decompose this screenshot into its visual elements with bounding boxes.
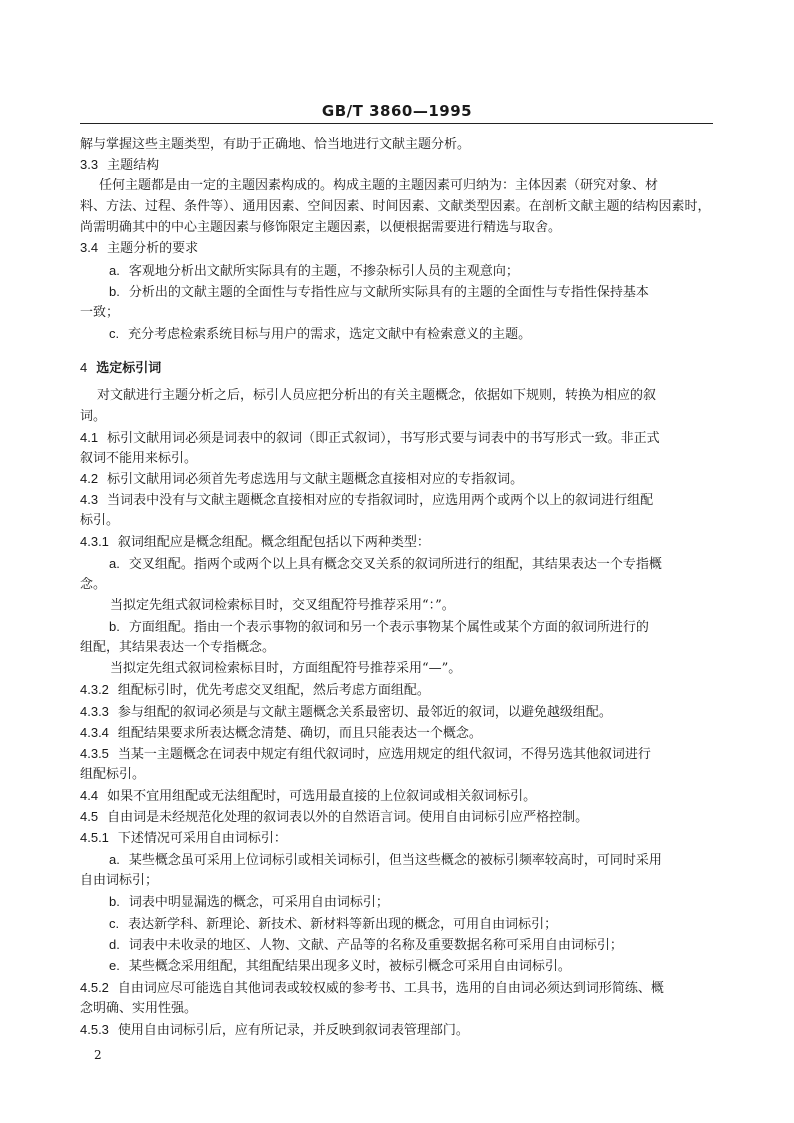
clause-number: 4.5.2 (80, 980, 109, 995)
clause-number: 4.3 (80, 492, 99, 507)
line-text: 某些概念采用组配，其组配结果出现多义时，被标引概念可采用自由词标引。 (128, 959, 571, 974)
line-text: 如果不宜用组配或无法组配时，可选用最直接的上位叙词或相关叙词标引。 (107, 789, 537, 804)
line-text: 组配，其结果表达一个专指概念。 (80, 640, 276, 655)
text-line (80, 240, 713, 257)
line-text: 参与组配的叙词必须是与文献主题概念关系最密切、最邻近的叙词，以避免越级组配。 (117, 705, 612, 720)
line-text: 组配标引时，优先考虑交叉组配，然后考虑方面组配。 (117, 683, 430, 698)
text-line (80, 704, 713, 721)
clause-number: b. (109, 894, 120, 909)
line-text: 念明确、实用性强。 (80, 1001, 198, 1016)
line-text: 主题分析的要求 (107, 241, 199, 256)
text-line (80, 534, 713, 551)
line-text: 一致； (80, 305, 120, 320)
line-text: 客观地分析出文献所实际具有的主题，不掺杂标引人员的主观意向； (128, 264, 519, 279)
line-text: 标引文献用词必须是词表中的叙词（即正式叙词），书写形式要与词表中的书写形式一致。非正式 (107, 431, 660, 446)
text-line (109, 263, 713, 280)
text-line (80, 157, 713, 174)
text-line (80, 725, 713, 742)
line-text: 当拟定先组式叙词检索标目时，方面组配符号推荐采用“—”。 (110, 661, 462, 676)
text-line (99, 178, 713, 194)
text-line (80, 305, 713, 321)
text-line (80, 577, 713, 593)
text-line (109, 937, 713, 954)
line-text: 对文献进行主题分析之后，标引人员应把分析出的有关主题概念，依据如下规则，转换为相应的叙 (97, 388, 657, 403)
text-line (80, 640, 713, 656)
line-text: 叙词不能用来标引。 (80, 451, 198, 466)
line-text: 当词表中没有与文献主题概念直接相对应的专指叙词时，应选用两个或两个以上的叙词进行组配 (107, 493, 654, 508)
text-line (80, 220, 713, 236)
line-text: 表达新学科、新理论、新技术、新材料等新出现的概念，可用自由词标引； (128, 917, 558, 932)
line-text: 某些概念虽可采用上位词标引或相关词标引，但当这些概念的被标引频率较高时，可同时采用 (128, 853, 662, 868)
clause-number: e. (109, 958, 120, 973)
text-line (80, 746, 713, 763)
line-text: 叙词组配应是概念组配。概念组配包括以下两种类型： (117, 535, 430, 550)
text-line (80, 1022, 713, 1039)
text-line (109, 852, 713, 869)
text-line (80, 513, 713, 529)
text-line (110, 598, 713, 614)
line-text: 充分考虑检索系统目标与用户的需求，选定文献中有检索意义的主题。 (128, 327, 532, 342)
standard-code-header: GB/T 3860—1995 (321, 102, 473, 120)
clause-number: 3.4 (80, 240, 99, 255)
line-text: 交叉组配。指两个或两个以上具有概念交叉关系的叙词所进行的组配，其结果表达一个专指概 (128, 557, 662, 572)
line-text: 当某一主题概念在词表中规定有组代叙词时，应选用规定的组代叙词，不得另选其他叙词进行 (117, 747, 651, 762)
line-text: 自由词应尽可能选自其他词表或较权威的参考书、工具书，选用的自由词必须达到词形简练、概 (117, 981, 664, 996)
line-text: 任何主题都是由一定的主题因素构成的。构成主题的主题因素可归纳为：主体因素（研究对象、材 (99, 178, 659, 193)
clause-number: 4.3.3 (80, 704, 109, 719)
text-line (109, 958, 713, 975)
header-rule (80, 123, 713, 124)
line-text: 自由词是未经规范化处理的叙词表以外的自然语言词。使用自由词标引应严格控制。 (107, 810, 589, 825)
text-line (80, 809, 713, 826)
text-line (80, 471, 713, 488)
clause-number: d. (109, 937, 120, 952)
line-text: 尚需明确其中的中心主题因素与修饰限定主题因素，以便根据需要进行精选与取舍。 (80, 220, 562, 235)
clause-number: 4.5 (80, 809, 99, 824)
text-line (97, 388, 713, 404)
text-line (80, 980, 713, 997)
clause-number: 4.2 (80, 471, 99, 486)
text-line (80, 1001, 713, 1017)
line-text: 自由词标引； (80, 873, 159, 888)
clause-number: 4 (80, 360, 88, 375)
clause-number: a. (109, 556, 120, 571)
text-line (109, 284, 713, 301)
clause-number: 4.4 (80, 788, 99, 803)
clause-number: c. (109, 326, 120, 341)
text-line (80, 830, 713, 847)
clause-number: 4.3.4 (80, 725, 109, 740)
clause-number: 4.5.1 (80, 830, 109, 845)
line-text: 解与掌握这些主题类型，有助于正确地、恰当地进行文献主题分析。 (80, 137, 471, 152)
text-line (80, 360, 713, 377)
line-text: 当拟定先组式叙词检索标目时，交叉组配符号推荐采用“：”。 (110, 598, 455, 613)
text-line (80, 137, 713, 153)
text-line (109, 916, 713, 933)
line-text: 组配结果要求所表达概念清楚、确切，而且只能表达一个概念。 (117, 726, 482, 741)
clause-number: b. (109, 619, 120, 634)
text-line (109, 326, 713, 343)
text-line (80, 767, 713, 783)
clause-number: 4.3.1 (80, 534, 109, 549)
line-text: 组配标引。 (80, 767, 146, 782)
line-text: 词表中明显漏选的概念，可采用自由词标引； (128, 895, 389, 910)
clause-number: 4.5.3 (80, 1022, 109, 1037)
text-line (80, 492, 713, 509)
text-line (80, 451, 713, 467)
line-text: 分析出的文献主题的全面性与专指性应与文献所实际具有的主题的全面性与专指性保持基本 (128, 285, 649, 300)
clause-number: a. (109, 852, 120, 867)
clause-number: 3.3 (80, 157, 99, 172)
clause-number: c. (109, 916, 120, 931)
line-text: 念。 (80, 577, 107, 592)
line-text: 词。 (80, 409, 107, 424)
text-line (109, 894, 713, 911)
clause-number: a. (109, 263, 120, 278)
line-text: 下述情况可采用自由词标引： (117, 831, 287, 846)
text-line (80, 199, 713, 215)
text-line (80, 873, 713, 889)
line-text: 标引。 (80, 513, 120, 528)
line-text: 词表中未收录的地区、人物、文献、产品等的名称及重要数据名称可采用自由词标引； (128, 938, 623, 953)
clause-number: 4.3.2 (80, 682, 109, 697)
text-line (109, 556, 713, 573)
text-line (109, 619, 713, 636)
clause-number: 4.3.5 (80, 746, 109, 761)
line-text: 使用自由词标引后，应有所记录，并反映到叙词表管理部门。 (117, 1023, 469, 1038)
text-line (80, 682, 713, 699)
line-text: 料、方法、过程、条件等）、通用因素、空间因素、时间因素、文献类型因素。在剖析文献主题的结构因素时， (80, 199, 711, 214)
text-line (80, 430, 713, 447)
clause-number: b. (109, 284, 120, 299)
line-text: 方面组配。指由一个表示事物的叙词和另一个表示事物某个属性或某个方面的叙词所进行的 (128, 620, 649, 635)
text-line (80, 788, 713, 805)
text-line (110, 661, 713, 677)
page-number: 2 (94, 1048, 102, 1062)
line-text: 标引文献用词必须首先考虑选用与文献主题概念直接相对应的专指叙词。 (107, 472, 524, 487)
line-text: 选定标引词 (96, 361, 162, 376)
text-line (80, 409, 713, 425)
line-text: 主题结构 (107, 158, 160, 173)
clause-number: 4.1 (80, 430, 99, 445)
